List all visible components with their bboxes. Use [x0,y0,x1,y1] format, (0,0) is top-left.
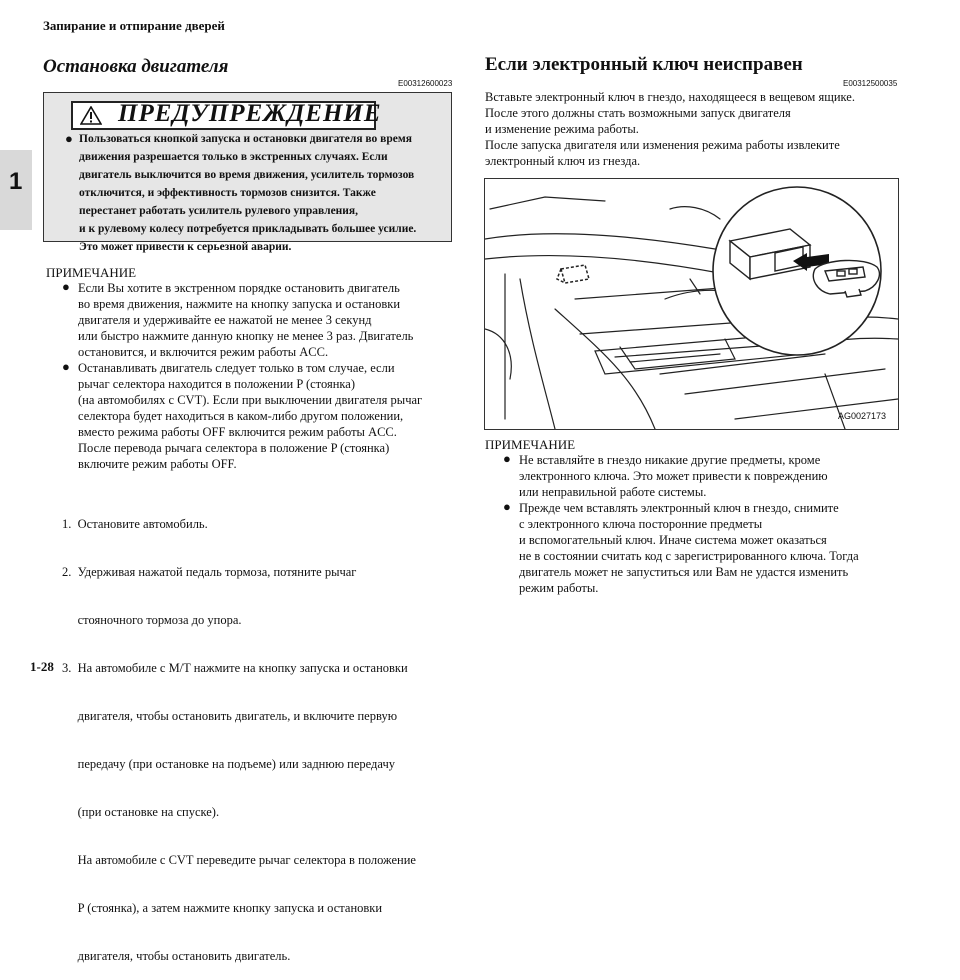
intro-line: После этого должны стать возможными запуск двигателя [485,106,791,120]
warning-text [79,130,449,256]
note-line: с электронного ключа посторонние предметы [519,517,763,531]
note-line: Не вставляйте в гнездо никакие другие предметы, кроме [519,453,821,467]
intro-line: электронный ключ из гнезда. [485,154,641,168]
right-section-title: Если электронный ключ неисправен [485,54,803,75]
right-note-heading: ПРИМЕЧАНИЕ [485,437,576,452]
note-line: и вспомогательный ключ. Иначе система может оказаться [519,533,827,547]
section-header: Запирание и отпирание дверей [43,18,225,33]
warning-bullet-icon: ● [65,131,73,146]
warning-line: и к рулевому колесу потребуется прикладывать большее усилие. [79,223,417,235]
note-line: не в состоянии считать код с зарегистрированного ключа. Тогда [519,549,859,563]
note-line: во время движения, нажмите на кнопку запуска и остановки [78,297,401,311]
left-note-heading: ПРИМЕЧАНИЕ [46,265,137,280]
warning-title: ПРЕДУПРЕЖДЕНИЕ [118,100,382,127]
step-line: передачу (при остановке на подъеме) или заднюю передачу [62,757,395,771]
left-note-bullet-icon: ● [62,279,70,294]
note-line: Останавливать двигатель следует только в том случае, если [78,361,395,375]
warning-line: движения разрешается только в экстренных случаях. Если [79,151,388,163]
left-section-title: Остановка двигателя [43,56,229,77]
note-line: режим работы. [519,581,599,595]
step-line: двигателя, чтобы остановить двигатель, и включите первую [62,709,398,723]
step-line: стояночного тормоза до упора. [62,613,242,627]
illustration-drawing [485,179,898,429]
right-note-bullet-1 [519,452,914,500]
right-section-code: E00312500035 [843,79,898,88]
warning-line: двигатель выключится во время движения, усилитель тормозов [79,169,415,181]
note-line: двигатель может не запуститься или Вам не удастся изменить [519,565,849,579]
note-line: вместо режима работы OFF включится режим работы ACC. [78,425,397,439]
note-line: или неправильной работе системы. [519,485,707,499]
note-line: включите режим работы OFF. [78,457,237,471]
procedure-steps [62,484,457,980]
right-note-bullet-icon: ● [503,451,511,466]
right-intro-text [485,89,905,169]
intro-line: и изменение режима работы. [485,122,639,136]
warning-line: отключится, и эффективность тормозов снизится. Также [79,187,376,199]
intro-line: После запуска двигателя или изменения режима работы извлеките [485,138,840,152]
warning-icon [80,106,102,125]
step-line: (при остановке на спуске). [62,805,220,819]
warning-line: Пользоваться кнопкой запуска и остановки двигателя во время [79,133,412,145]
left-note-bullet-2 [78,360,458,472]
note-line: остановится, и включится режим работы ACC. [78,345,329,359]
note-line: электронного ключа. Это может привести к повреждению [519,469,828,483]
note-line: или быстро нажмите данную кнопку не менее 3 раз. Двигатель [78,329,414,343]
note-line: Прежде чем вставлять электронный ключ в гнездо, снимите [519,501,839,515]
chapter-number: 1 [9,168,23,195]
right-note-bullet-icon: ● [503,499,511,514]
step-line: P (стоянка), а затем нажмите кнопку запуска и остановки [62,901,383,915]
step-line: двигателя, чтобы остановить двигатель. [62,949,291,963]
note-line: Если Вы хотите в экстренном порядке остановить двигатель [78,281,400,295]
glovebox-key-slot-illustration [484,178,899,430]
note-line: селектора будет находиться в каком-либо другом положении, [78,409,404,423]
right-note-bullet-2 [519,500,914,596]
page-number: 1-28 [30,659,54,674]
note-line: рычаг селектора находится в положении P (стоянка) [78,377,355,391]
left-note-bullet-1 [78,280,458,360]
left-note-bullet-icon: ● [62,359,70,374]
left-section-code: E00312600023 [398,79,453,88]
note-line: (на автомобилях с CVT). Если при выключении двигателя рычаг [78,393,423,407]
step-line: 3. На автомобиле с M/T нажмите на кнопку запуска и остановки [62,661,408,675]
warning-line: перестанет работать усилитель рулевого управления, [79,205,359,217]
intro-line: Вставьте электронный ключ в гнездо, находящееся в вещевом ящике. [485,90,855,104]
note-line: После перевода рычага селектора в положение P (стоянка) [78,441,390,455]
note-line: двигателя и удерживайте ее нажатой не менее 3 секунд [78,313,372,327]
step-line: 1. Остановите автомобиль. [62,517,208,531]
step-line: 2. Удерживая нажатой педаль тормоза, потяните рычаг [62,565,357,579]
step-line: На автомобиле с CVT переведите рычаг селектора в положение [62,853,416,867]
figure-code: AG0027173 [838,411,887,421]
warning-line: Это может привести к серьезной аварии. [79,241,292,253]
